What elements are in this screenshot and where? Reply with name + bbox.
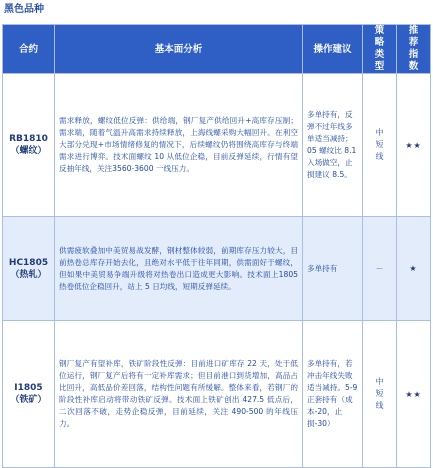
contract-cell [3, 321, 55, 468]
table-row-hc1805 [3, 217, 431, 321]
strategy-cell: － [363, 217, 397, 321]
header-advice: 操作建议 [303, 25, 363, 74]
header-contract: 合约 [3, 25, 55, 74]
advice-cell: 多单持有 [303, 217, 363, 321]
table-row-i1805 [3, 321, 431, 468]
contract-code: I1805 [14, 383, 43, 393]
analysis-cell: 需求释放，螺纹低位反弹：供给端，钢厂复产供给回升+高库存压制；需求端，随着气温升高需求持续释放，上海线螺采购大幅回升。在利空大部分兑现+市场情绪修复的情况下，后续螺纹仍将围绕高库存与终端需求进行博弈。技术面螺纹 10 从低位企稳，目前反弹延续，行情有望反抽年线，关注3560-3600 一线压力。 [55, 74, 303, 217]
futures-strategy-table [2, 24, 431, 468]
table-row-rb1810 [3, 74, 431, 217]
strategy-cell: 中短线 [363, 321, 397, 468]
header-strategy: 策略类型 [363, 25, 397, 74]
rating-cell: ★★ [397, 74, 431, 217]
analysis-cell: 钢厂复产有望补库，铁矿阶段性反弹：目前进口矿库存 22 天，处于低位运行，钢厂复产后将有一定补库需求；但目前港口到货增加，高品占比回升，高低品价差回落，结构性问题有所缓解。整体来看，若钢厂的阶段性补库启动将带动铁矿反弹。技术面上铁矿创出 427.5 低点后，二次回落不破，走势企稳反弹，目前延续，关注 490-500 的年线压力。 [55, 321, 303, 468]
contract-code: RB1810 [9, 134, 48, 144]
section-title: 黑色品种 [4, 4, 44, 15]
strategy-cell: 中短线 [363, 74, 397, 217]
rating-cell: ★★ [397, 321, 431, 468]
header-analysis: 基本面分析 [55, 25, 303, 74]
contract-cell [3, 74, 55, 217]
table-header-row [3, 25, 431, 74]
contract-name: （铁矿） [10, 395, 47, 405]
advice-cell: 多单持有，若冲击年线失败适当减持。5-9 正套持有（成本-20，止损-30） [303, 321, 363, 468]
contract-cell [3, 217, 55, 321]
analysis-cell: 供需疲软叠加中美贸易战发酵，钢材整体较弱，前期库存压力较大，目前热卷总库存开始去化，且绝对水平低于往年同期，供需面好于螺纹，但如果中美贸易争端升级将对热卷出口造成更大影响。技术面上1805 热卷低位企稳回升，站上 5 日均线，短期反弹延续。 [55, 217, 303, 321]
contract-code: HC1805 [8, 257, 49, 268]
header-rating: 推荐指数 [397, 25, 431, 74]
advice-cell: 多单持有，反弹不过年线多单适当减持；05 螺纹比 8.1 入场做空，止损建议 8.5。 [303, 74, 363, 217]
contract-name: （热轧） [10, 269, 47, 280]
contract-name: （螺纹） [10, 146, 47, 156]
rating-cell: ★ [397, 217, 431, 321]
